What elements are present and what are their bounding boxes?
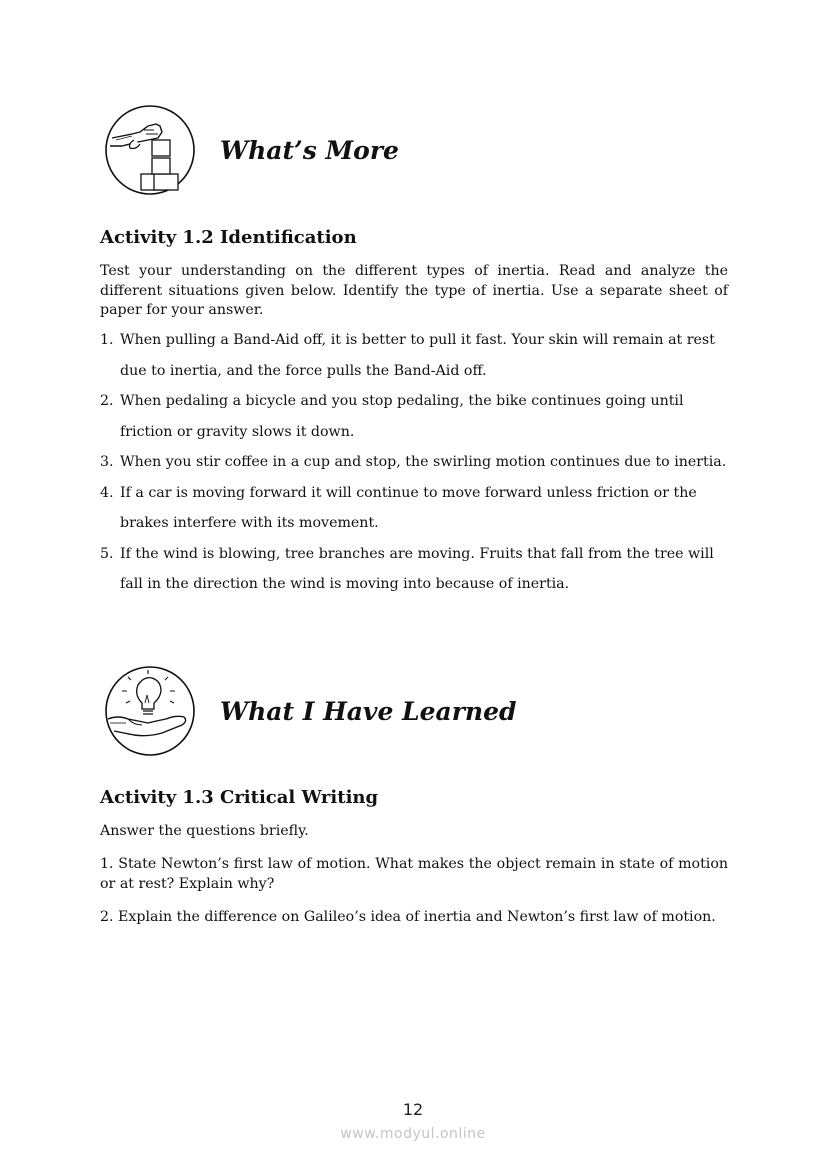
item-number: 1. — [100, 332, 114, 348]
page-number: 12 — [402, 1100, 424, 1119]
item-number: 3. — [100, 454, 114, 470]
list-item — [100, 539, 728, 600]
critical-question-2: 2. Explain the difference on Galileo’s idea of inertia and Newton’s first law of motion. — [100, 909, 716, 925]
item-number: 5. — [100, 545, 114, 562]
item-text: When pedaling a bicycle and you stop pedaling, the bike continues going until friction or gravity slows it down. — [120, 393, 684, 440]
list-item — [100, 447, 728, 478]
identification-list — [100, 325, 728, 600]
activity-1-3-instructions: Answer the questions briefly. — [100, 823, 309, 839]
activity-1-2-instructions: Test your understanding on the different types of inertia. Read and analyze the different situations given below. Identify the type of inertia. Use a separate sheet of paper for your answer. — [100, 263, 728, 318]
item-text: If the wind is blowing, tree branches are moving. Fruits that fall from the tree will fall in the direction the wind is moving into because of inertia. — [120, 545, 714, 592]
activity-1-2-title: Activity 1.2 Identification — [100, 227, 357, 248]
what-i-have-learned-title: What I Have Learned — [220, 697, 517, 726]
whats-more-title: What’s More — [220, 136, 399, 165]
item-text: If a car is moving forward it will continue to move forward unless friction or the brakes interfere with its movement. — [120, 484, 697, 531]
item-text: When you stir coffee in a cup and stop, the swirling motion continues due to inertia. — [120, 454, 727, 470]
item-number: 4. — [100, 484, 114, 501]
lightbulb-in-hand-icon — [104, 665, 196, 757]
watermark: www.modyul.online — [340, 1126, 486, 1142]
what-i-have-learned-header — [104, 665, 724, 761]
activity-1-3-title: Activity 1.3 Critical Writing — [100, 787, 379, 808]
critical-question-1: 1. State Newton’s first law of motion. What makes the object remain in state of motion or at rest? Explain why? — [100, 856, 728, 892]
list-item — [100, 478, 728, 539]
list-item — [100, 386, 728, 447]
item-text: When pulling a Band-Aid off, it is better to pull it fast. Your skin will remain at rest due to inertia, and the force pulls the Band-Aid off. — [120, 332, 715, 379]
item-number: 2. — [100, 393, 114, 409]
hand-with-blocks-icon — [104, 104, 196, 196]
whats-more-header — [104, 104, 724, 200]
list-item — [100, 325, 728, 386]
